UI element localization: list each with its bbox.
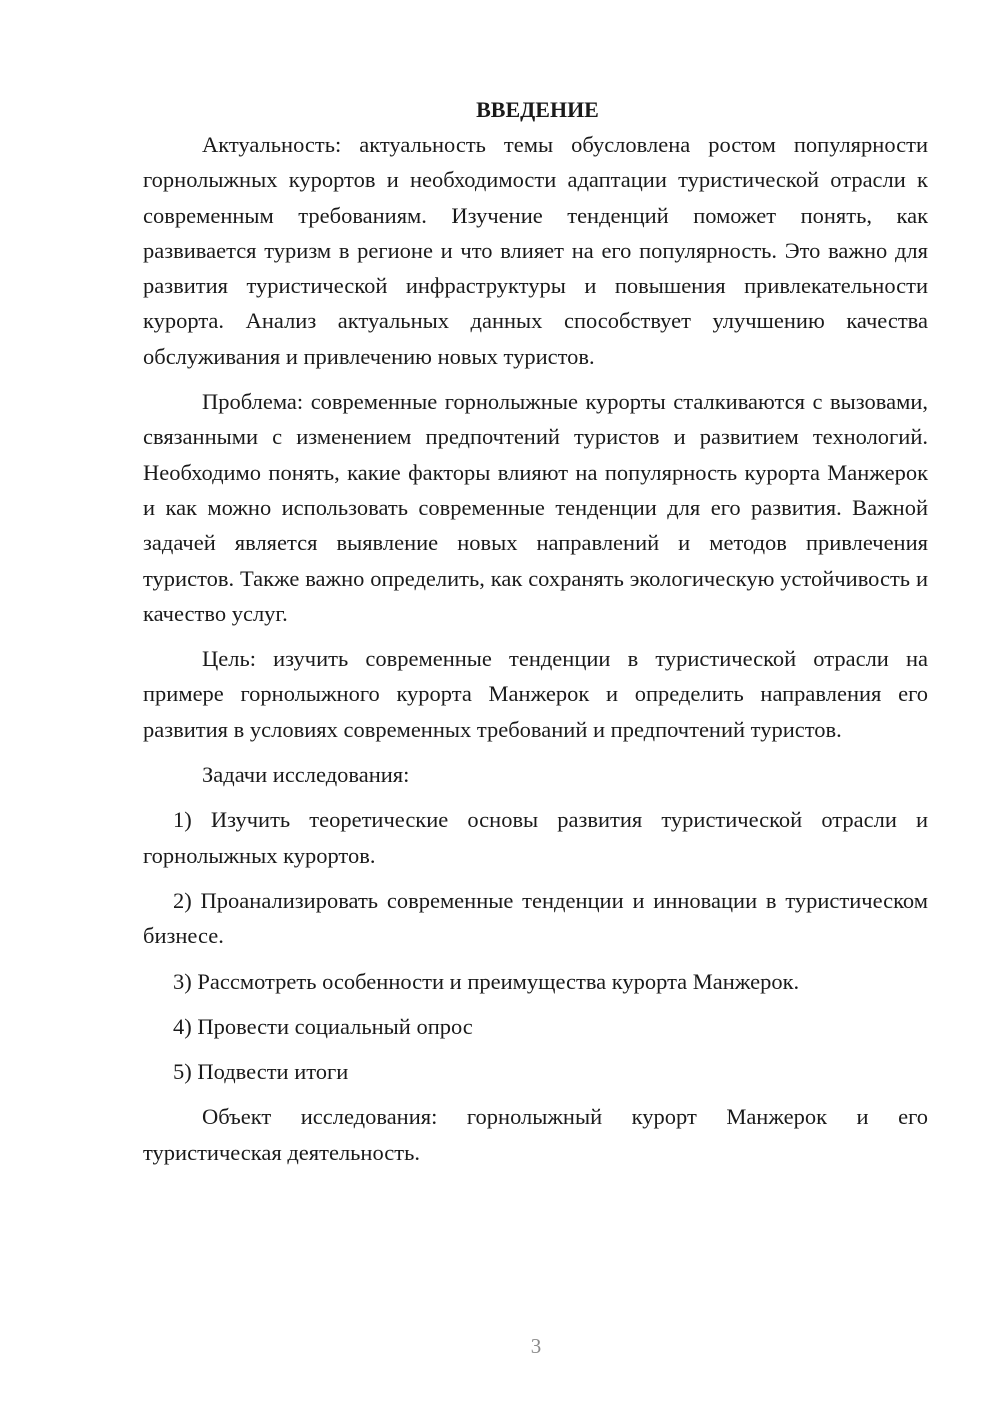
task-item-2: 2) Проанализировать современные тенденции и инновации в туристическом бизнесе. <box>143 887 928 949</box>
section-heading: ВВЕДЕНИЕ <box>476 97 599 122</box>
paragraph-relevance: Актуальность: актуальность темы обусловлена ростом популярности горнолыжных курортов и необходимости адаптации туристической отрасли к современным требованиям. Изучение тенденций поможет понять, как развивается туризм в регионе и что влияет на его популярность. Это важно для развития туристической инфраструктуры и повышения привлекательности курорта. Анализ актуальных данных способствует улучшению качества обслуживания и привлечению новых туристов. <box>143 132 928 369</box>
task-item-3: 3) Рассмотреть особенности и преимущества курорта Манжерок. <box>173 968 800 994</box>
task-item-4: 4) Провести социальный опрос <box>173 1013 473 1039</box>
task-item-1: 1) Изучить теоретические основы развития туристической отрасли и горнолыжных курортов. <box>143 807 928 868</box>
paragraph-goal: Цель: изучить современные тенденции в туристической отрасли на примере горнолыжного курорта Манжерок и определить направления его развития в условиях современных требований и предпочтений туристов. <box>143 646 928 742</box>
task-item-5: 5) Подвести итоги <box>173 1059 349 1085</box>
paragraph-object: Объект исследования: горнолыжный курорт Манжерок и его туристическая деятельность. <box>143 1104 928 1165</box>
tasks-title: Задачи исследования: <box>202 762 410 788</box>
document-page <box>143 92 928 1170</box>
page-number: 3 <box>530 1334 542 1358</box>
paragraph-problem: Проблема: современные горнолыжные курорты сталкиваются с вызовами, связанными с изменением предпочтений туристов и развитием технологий. Необходимо понять, какие факторы влияют на популярность курорта Манжерок и как можно использовать современные тенденции для его развития. Важной задачей является выявление новых направлений и методов привлечения туристов. Также важно определить, как сохранять экологическую устойчивость и качество услуг. <box>143 389 928 626</box>
